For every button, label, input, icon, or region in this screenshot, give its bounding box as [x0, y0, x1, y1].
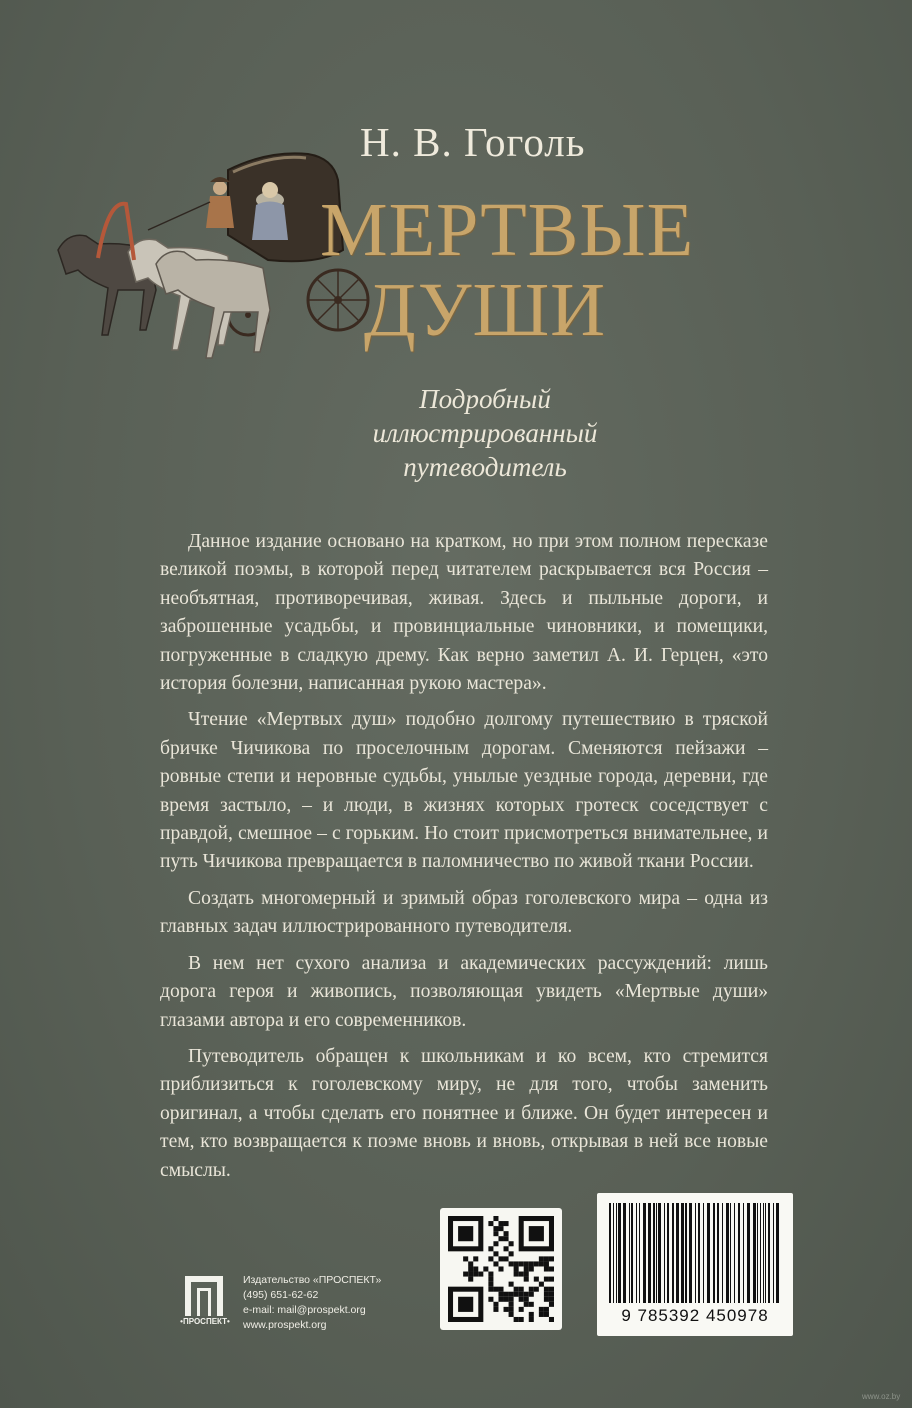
publisher-info	[243, 1273, 443, 1333]
annotation-paragraph: Чтение «Мертвых душ» подобно долгому путешествию в тряской бричке Чичикова по проселочным дорогам. Сменяются пейзажи – ровные степи и неровные судьбы, унылые уездные города, деревни, где время застыло, – и люди, в жизнях которых гротеск соседствует с правдой, смешное – с горьким. Но стоит присмотреться внимательнее, и путь Чичикова превращается в паломничество по живой ткани России.	[160, 709, 768, 873]
subtitle-line-1: Подробный	[419, 384, 551, 414]
author-name: Н. В. Гоголь	[360, 119, 586, 165]
book-title	[320, 188, 695, 352]
publisher-phone: (495) 651-62-62	[243, 1289, 319, 1301]
isbn-barcode	[597, 1193, 793, 1336]
logo-label: •ПРОСПЕКТ•	[180, 1317, 230, 1326]
book-title-line-1: МЕРТВЫЕ	[320, 188, 695, 272]
publisher-name: Издательство «ПРОСПЕКТ»	[243, 1274, 382, 1286]
annotation-paragraph: Создать многомерный и зримый образ гоголевского мира – одна из главных задач иллюстрированного путеводителя.	[160, 887, 768, 938]
annotation-paragraph: Путеводитель обращен к школьникам и ко всем, кто стремится приблизиться к гоголевскому миру, не для того, чтобы заменить оригинал, а чтобы сделать его понятнее и ближе. Он будет интересен и тем, кто возвращается к поэме вновь и вновь, открывая в ней все новые смыслы.	[160, 1045, 768, 1181]
book-title-line-2: ДУШИ	[363, 268, 607, 352]
subtitle-line-3: путеводитель	[403, 452, 567, 482]
annotation-paragraph: В нем нет сухого анализа и академических рассуждений: лишь дорога героя и живопись, позволяющая увидеть «Мертвые души» глазами автора и его современников.	[160, 952, 768, 1031]
isbn-number: 9 785392 450978	[621, 1306, 769, 1325]
annotation-text	[160, 528, 768, 1193]
barcode-icon	[607, 1203, 783, 1303]
qr-code-icon	[448, 1216, 554, 1322]
publisher-site[interactable]: www.prospekt.org	[243, 1319, 327, 1331]
annotation-paragraph: Данное издание основано на кратком, но при этом полном пересказе великой поэмы, в которой перед читателем раскрывается вся Россия – необъятная, противоречивая, живая. Здесь и пыльные дороги, и заброшенные усадьбы, и провинциальные чиновники, и помещики, погруженные в сладкую дрему. Как верно заметил А. И. Герцен, «это история болезни, написанная рукою мастера».	[160, 531, 768, 695]
publisher-email[interactable]: e-mail: mail@prospekt.org	[243, 1304, 366, 1316]
book-subtitle	[320, 382, 650, 484]
qr-code[interactable]	[440, 1208, 562, 1330]
watermark: www.oz.by	[862, 1392, 901, 1401]
subtitle-line-2: иллюстрированный	[372, 418, 598, 448]
